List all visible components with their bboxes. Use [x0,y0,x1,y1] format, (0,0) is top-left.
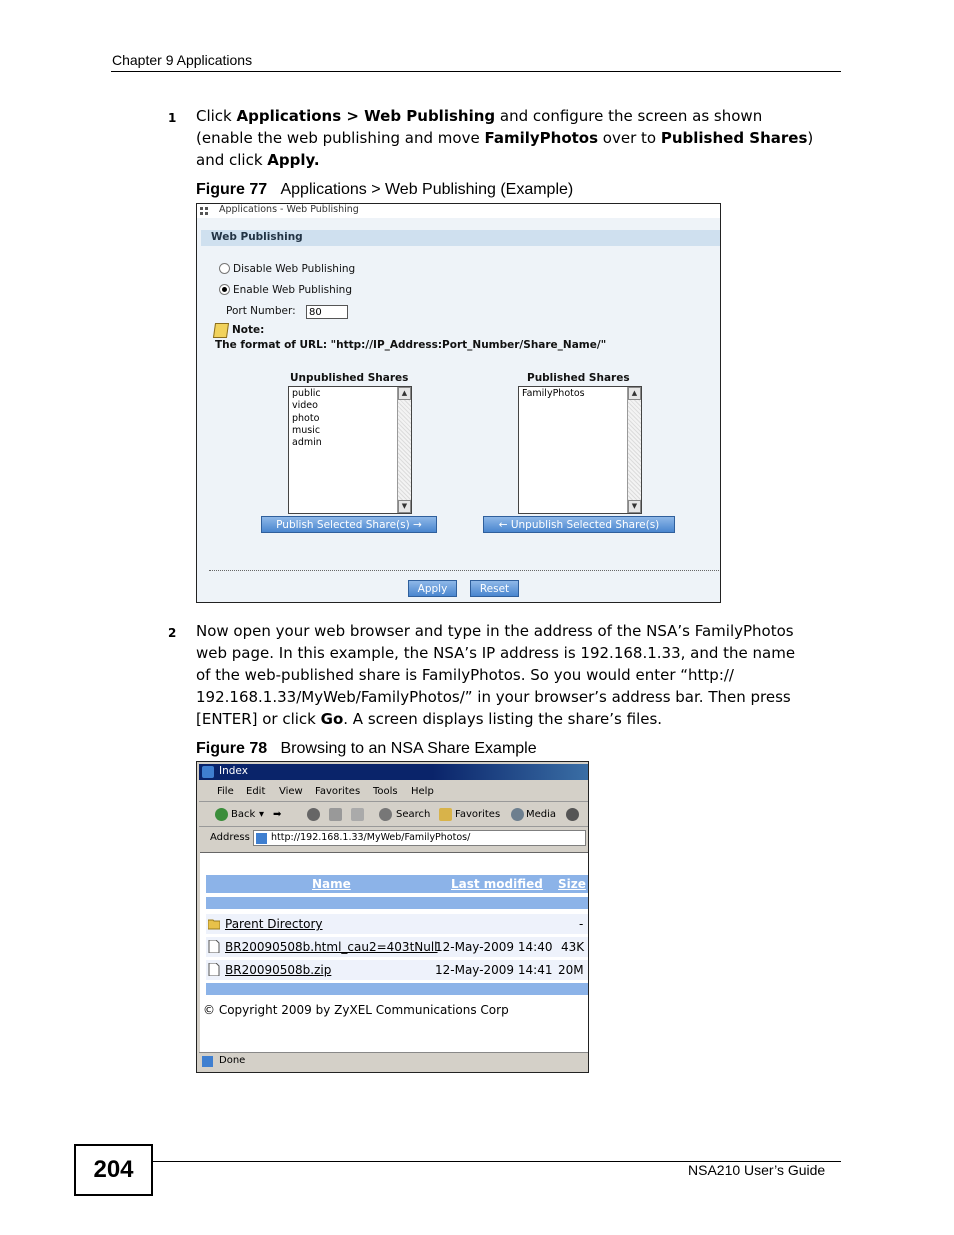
published-shares-label: Published Shares [527,372,630,384]
status-text: Done [219,1055,246,1066]
home-icon[interactable] [351,808,364,821]
note-label: Note: [232,324,265,336]
toolbar [199,804,588,827]
address-input[interactable]: http://192.168.1.33/MyWeb/FamilyPhotos/ [253,830,586,846]
search-button[interactable]: Search [396,809,431,820]
table-row [206,937,588,957]
file-icon [208,963,220,976]
list-item[interactable]: public [292,388,321,399]
figure-78-caption: Figure 78 Browsing to an NSA Share Example [196,740,537,757]
enable-radio-label: Enable Web Publishing [233,284,352,296]
page-content [200,852,588,1052]
note-icon [213,323,229,338]
table-row [206,914,588,934]
port-label: Port Number: [226,305,296,317]
enable-radio[interactable] [219,284,230,295]
chapter-header: Chapter 9 Applications [112,52,253,68]
unpublished-shares-list[interactable] [288,386,412,514]
unpublish-button[interactable]: ← Unpublish Selected Share(s) [483,516,675,533]
breadcrumb: Applications - Web Publishing [197,204,720,218]
figure-78-browser-window [196,761,589,1073]
status-bar [199,1052,588,1071]
file-size: 43K [561,940,585,954]
scrollbar[interactable] [627,387,641,513]
file-link[interactable]: Parent Directory [225,917,323,931]
scroll-up-icon[interactable]: ▲ [398,387,411,400]
figure-77-web-publishing-screen [196,203,721,603]
section-title: Web Publishing [201,230,720,246]
disable-radio[interactable] [219,263,230,274]
menu-edit[interactable]: Edit [246,786,266,797]
step-1-text: Click Applications > Web Publishing and configure the screen as shown (enable the web publishing and move FamilyPhotos over to Published Shares) and click Apply. [196,107,814,169]
back-icon[interactable] [215,808,228,821]
column-name[interactable]: Name [312,877,351,891]
grid-icon [200,207,209,215]
menu-bar [199,783,588,802]
header-rule [111,71,841,72]
menu-help[interactable]: Help [411,786,434,797]
divider [209,570,719,571]
table-band [206,897,588,909]
scrollbar[interactable] [397,387,411,513]
address-bar [199,828,588,848]
stop-icon[interactable] [307,808,320,821]
note-text: The format of URL: "http://IP_Address:Port_Number/Share_Name/" [215,339,607,351]
disable-radio-label: Disable Web Publishing [233,263,356,275]
copyright-text: © Copyright 2009 by ZyXEL Communications Corp [203,1003,509,1017]
page-number: 204 [74,1144,153,1196]
reset-button[interactable]: Reset [470,580,519,597]
file-size: - [579,917,584,931]
unpublished-shares-label: Unpublished Shares [290,372,409,384]
file-link[interactable]: BR20090508b.html_cau2=403tNull [225,940,438,954]
browser-icon [202,766,214,778]
table-header [206,875,588,893]
guide-title: NSA210 User’s Guide [688,1162,826,1178]
column-size[interactable]: Size [558,877,586,891]
title-bar: Index [199,764,588,780]
chevron-down-icon[interactable]: ▾ [259,809,265,820]
list-item[interactable]: video [292,400,318,412]
file-modified: 12-May-2009 14:41 [435,963,553,977]
search-icon[interactable] [379,808,392,821]
step-number-1: 1 [168,111,177,125]
published-shares-list[interactable] [518,386,642,514]
step-2-text: Now open your web browser and type in the address of the NSA’s FamilyPhotos web page. In this example, the NSA’s IP address is 192.168.1.33, and the name of the web-published share is FamilyPhotos. So you would enter “http:// 192.168.1.33/MyWeb/FamilyPhotos/” in your browser’s address bar. Then press [ENTER] or click Go. A screen displays listing the share’s files. [196,622,796,728]
file-link[interactable]: BR20090508b.zip [225,963,332,977]
history-icon[interactable] [566,808,579,821]
refresh-icon[interactable] [329,808,342,821]
list-item[interactable]: photo [292,412,320,424]
scroll-down-icon[interactable]: ▼ [628,500,641,513]
list-item[interactable]: FamilyPhotos [522,388,585,399]
media-icon[interactable] [511,808,524,821]
file-size: 20M [558,963,584,977]
media-button[interactable]: Media [526,809,557,820]
page-icon [256,833,267,844]
forward-icon[interactable]: ➡ [273,809,282,820]
table-band [206,983,588,995]
table-row [206,960,588,980]
favorites-icon[interactable] [439,808,452,821]
scroll-down-icon[interactable]: ▼ [398,500,411,513]
step-number-2: 2 [168,626,177,640]
favorites-button[interactable]: Favorites [455,809,501,820]
apply-button[interactable]: Apply [408,580,457,597]
column-last-modified[interactable]: Last modified [451,877,543,891]
menu-view[interactable]: View [279,786,303,797]
page-icon [202,1056,213,1067]
back-button[interactable]: Back [231,809,256,820]
file-icon [208,940,220,953]
menu-favorites[interactable]: Favorites [315,786,361,797]
address-label: Address [210,832,250,843]
list-item[interactable]: music [292,424,321,436]
menu-file[interactable]: File [217,786,234,797]
list-item[interactable]: admin [292,437,322,449]
folder-icon [208,917,220,930]
menu-tools[interactable]: Tools [373,786,398,797]
publish-button[interactable]: Publish Selected Share(s) → [261,516,437,533]
scroll-up-icon[interactable]: ▲ [628,387,641,400]
port-number-input[interactable]: 80 [306,305,348,319]
file-modified: 12-May-2009 14:40 [435,940,553,954]
figure-77-caption: Figure 77 Applications > Web Publishing (Example) [196,181,574,198]
